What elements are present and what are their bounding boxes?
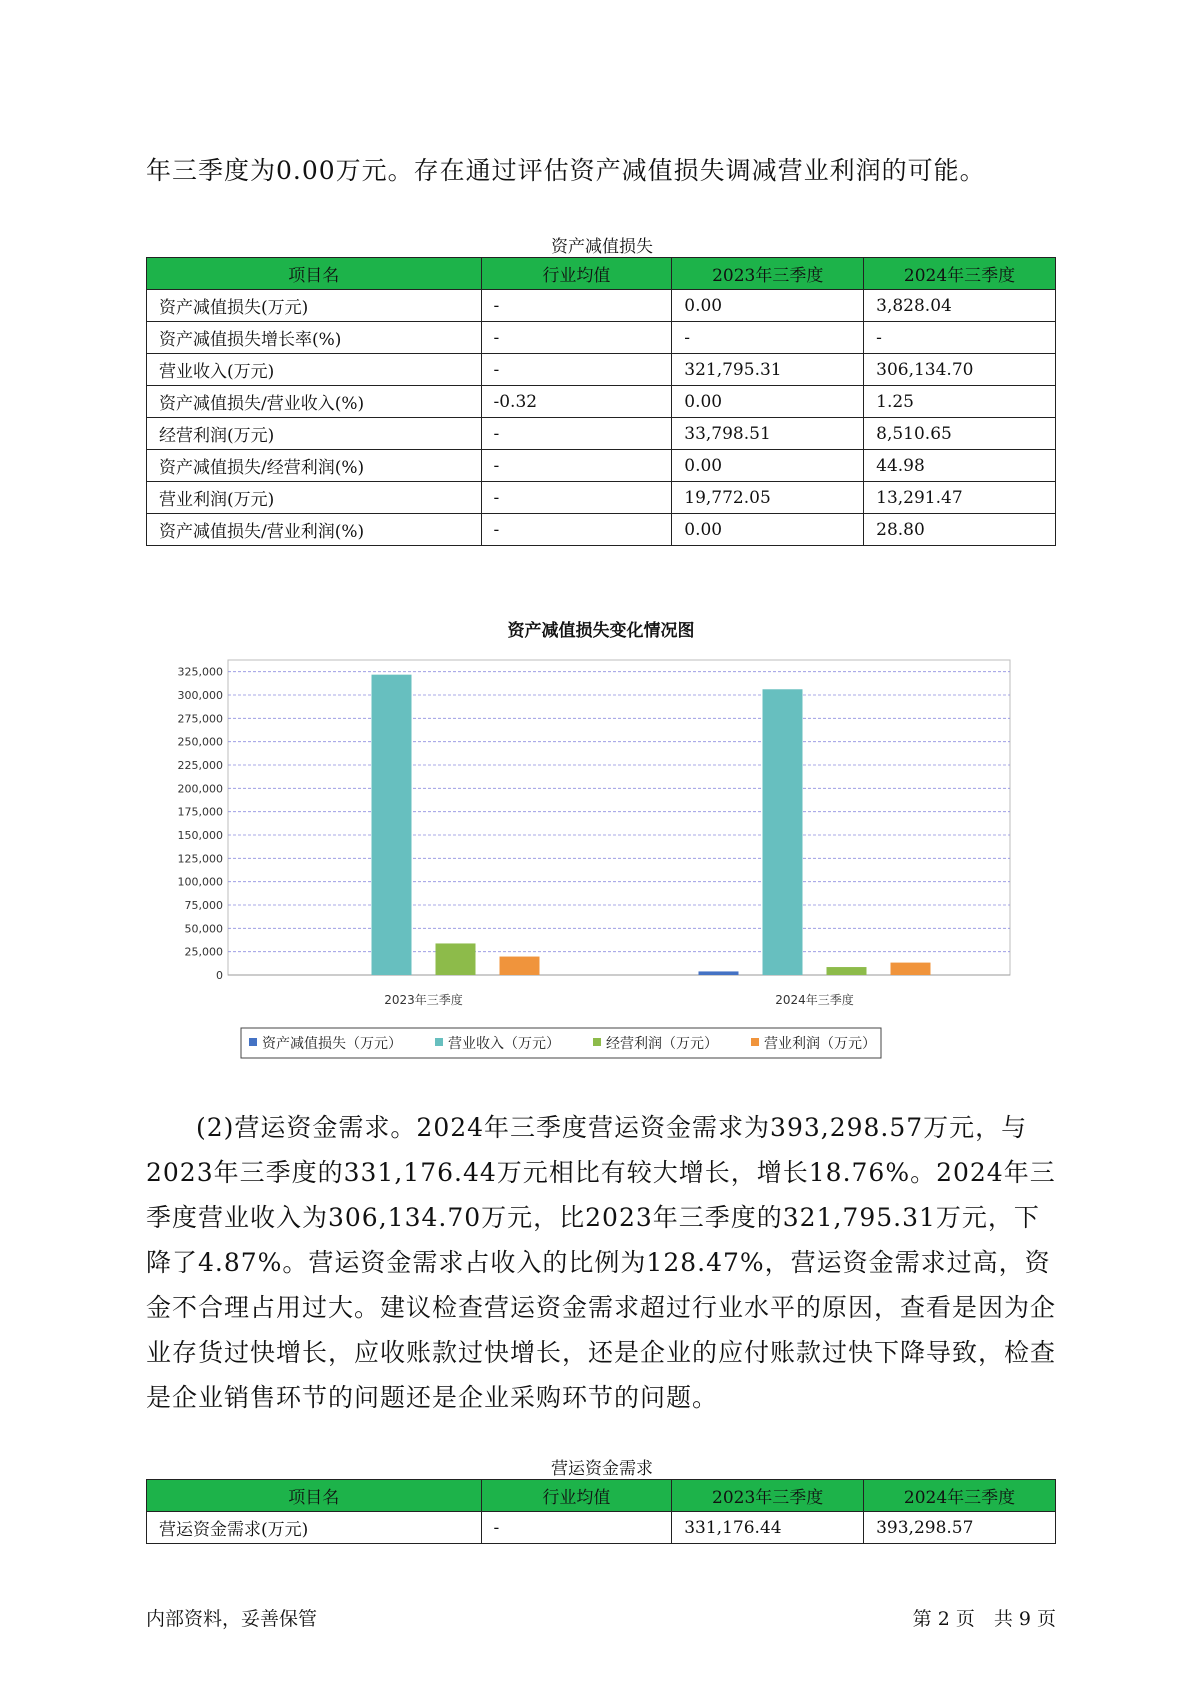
table-header-row — [147, 258, 1056, 290]
table-cell: 1.25 — [864, 386, 1056, 418]
bar — [827, 967, 867, 975]
legend-label: 经营利润（万元） — [606, 1036, 718, 1052]
table-cell: - — [481, 418, 672, 450]
table-cell: 营运资金需求(万元) — [147, 1512, 482, 1544]
intro-paragraph: 年三季度为0.00万元。存在通过评估资产减值损失调减营业利润的可能。 — [146, 156, 986, 185]
table-cell: - — [481, 354, 672, 386]
chart-title: 资产减值损失变化情况图 — [507, 621, 695, 641]
table-cell: - — [672, 322, 864, 354]
table-row — [147, 418, 1056, 450]
table1-caption: 资产减值损失 — [551, 237, 653, 257]
legend-label: 营业利润（万元） — [764, 1036, 876, 1052]
y-tick-label: 25,000 — [184, 945, 223, 959]
header-2024q3: 2024年三季度 — [864, 258, 1056, 290]
footer-page-number: 第 2 页 共 9 页 — [912, 1608, 1056, 1630]
header-2024q3: 2024年三季度 — [864, 1480, 1056, 1512]
working-capital-table — [146, 1479, 1056, 1544]
table-row — [147, 354, 1056, 386]
y-tick-label: 150,000 — [177, 829, 223, 842]
legend-swatch — [751, 1038, 759, 1046]
table-cell: 0.00 — [672, 290, 864, 322]
working-capital-text: (2)营运资金需求。2024年三季度营运资金需求为393,298.57万元，与2023年三季度的331,176.44万元相比有较大增长，增长18.76%。2024年三季度营业收入为306,134.70万元，比2023年三季度的321,795.31万元，下降了4.87%。营运资金需求占收入的比例为128.47%，营运资金需求过高，资金不合理占用过大。建议检查营运资金需求超过行业水平的原因，查看是因为企业存货过快增长，应收账款过快增长，还是企业的应付账款过快下降导致，检查是企业销售环节的问题还是企业采购环节的问题。 — [146, 1113, 1057, 1412]
x-tick-label: 2024年三季度 — [775, 993, 854, 1007]
bar-chart — [146, 650, 1056, 1070]
table-cell: 321,795.31 — [672, 354, 864, 386]
working-capital-paragraph — [146, 1105, 1058, 1420]
table-cell: 资产减值损失(万元) — [147, 290, 482, 322]
table-cell: 资产减值损失/营业利润(%) — [147, 514, 482, 546]
table-cell: - — [481, 482, 672, 514]
table-cell: 28.80 — [864, 514, 1056, 546]
table-cell: - — [481, 290, 672, 322]
table-cell: 营业收入(万元) — [147, 354, 482, 386]
table-cell: 经营利润(万元) — [147, 418, 482, 450]
y-tick-label: 175,000 — [177, 805, 223, 819]
bar — [891, 963, 931, 975]
legend-swatch — [435, 1038, 443, 1046]
table-cell: 306,134.70 — [864, 354, 1056, 386]
table-cell: 0.00 — [672, 450, 864, 482]
y-tick-label: 75,000 — [184, 899, 223, 912]
y-tick-label: 50,000 — [184, 922, 223, 936]
header-industry-avg: 行业均值 — [481, 258, 672, 290]
y-tick-label: 200,000 — [177, 782, 223, 796]
y-tick-label: 100,000 — [177, 875, 223, 889]
y-tick-label: 225,000 — [177, 759, 223, 772]
bar — [372, 675, 412, 975]
table-cell: - — [481, 514, 672, 546]
table-cell: 资产减值损失增长率(%) — [147, 322, 482, 354]
table-row — [147, 514, 1056, 546]
table-cell: 资产减值损失/营业收入(%) — [147, 386, 482, 418]
legend-label: 资产减值损失（万元） — [262, 1036, 402, 1052]
y-tick-label: 125,000 — [177, 852, 223, 866]
header-item: 项目名 — [147, 258, 482, 290]
legend-swatch — [593, 1038, 601, 1046]
bar — [436, 943, 476, 975]
table2-caption: 营运资金需求 — [551, 1459, 653, 1479]
legend-swatch — [249, 1038, 257, 1046]
header-2023q3: 2023年三季度 — [672, 258, 864, 290]
y-tick-label: 275,000 — [177, 712, 223, 726]
table-row — [147, 1512, 1056, 1544]
table-cell: 44.98 — [864, 450, 1056, 482]
table-row — [147, 386, 1056, 418]
table-cell: 0.00 — [672, 514, 864, 546]
table-cell: 13,291.47 — [864, 482, 1056, 514]
table-cell: 资产减值损失/经营利润(%) — [147, 450, 482, 482]
header-item: 项目名 — [147, 1480, 482, 1512]
table-cell: 19,772.05 — [672, 482, 864, 514]
y-tick-label: 250,000 — [177, 735, 223, 749]
table-row — [147, 322, 1056, 354]
plot-area — [228, 660, 1010, 975]
table-cell: 3,828.04 — [864, 290, 1056, 322]
table-cell: - — [481, 1512, 672, 1544]
y-tick-label: 325,000 — [177, 665, 223, 679]
table-cell: 0.00 — [672, 386, 864, 418]
x-tick-label: 2023年三季度 — [384, 993, 463, 1007]
table-header-row — [147, 1480, 1056, 1512]
header-2023q3: 2023年三季度 — [672, 1480, 864, 1512]
header-industry-avg: 行业均值 — [481, 1480, 672, 1512]
asset-impairment-table — [146, 257, 1056, 546]
bar — [500, 957, 540, 975]
table-row — [147, 482, 1056, 514]
bar — [763, 689, 803, 975]
table-cell: - — [481, 322, 672, 354]
y-tick-label: 300,000 — [177, 689, 223, 702]
table-cell: 33,798.51 — [672, 418, 864, 450]
table-cell: - — [864, 322, 1056, 354]
legend-label: 营业收入（万元） — [448, 1036, 560, 1052]
table-cell: 331,176.44 — [672, 1512, 864, 1544]
y-tick-label: 0 — [216, 969, 223, 982]
table-cell: 营业利润(万元) — [147, 482, 482, 514]
table-row — [147, 450, 1056, 482]
table-cell: - — [481, 450, 672, 482]
table-row — [147, 290, 1056, 322]
table-cell: 8,510.65 — [864, 418, 1056, 450]
bar — [699, 971, 739, 975]
footer-confidential: 内部资料，妥善保管 — [146, 1608, 318, 1630]
table-cell: 393,298.57 — [864, 1512, 1056, 1544]
table-cell: -0.32 — [481, 386, 672, 418]
